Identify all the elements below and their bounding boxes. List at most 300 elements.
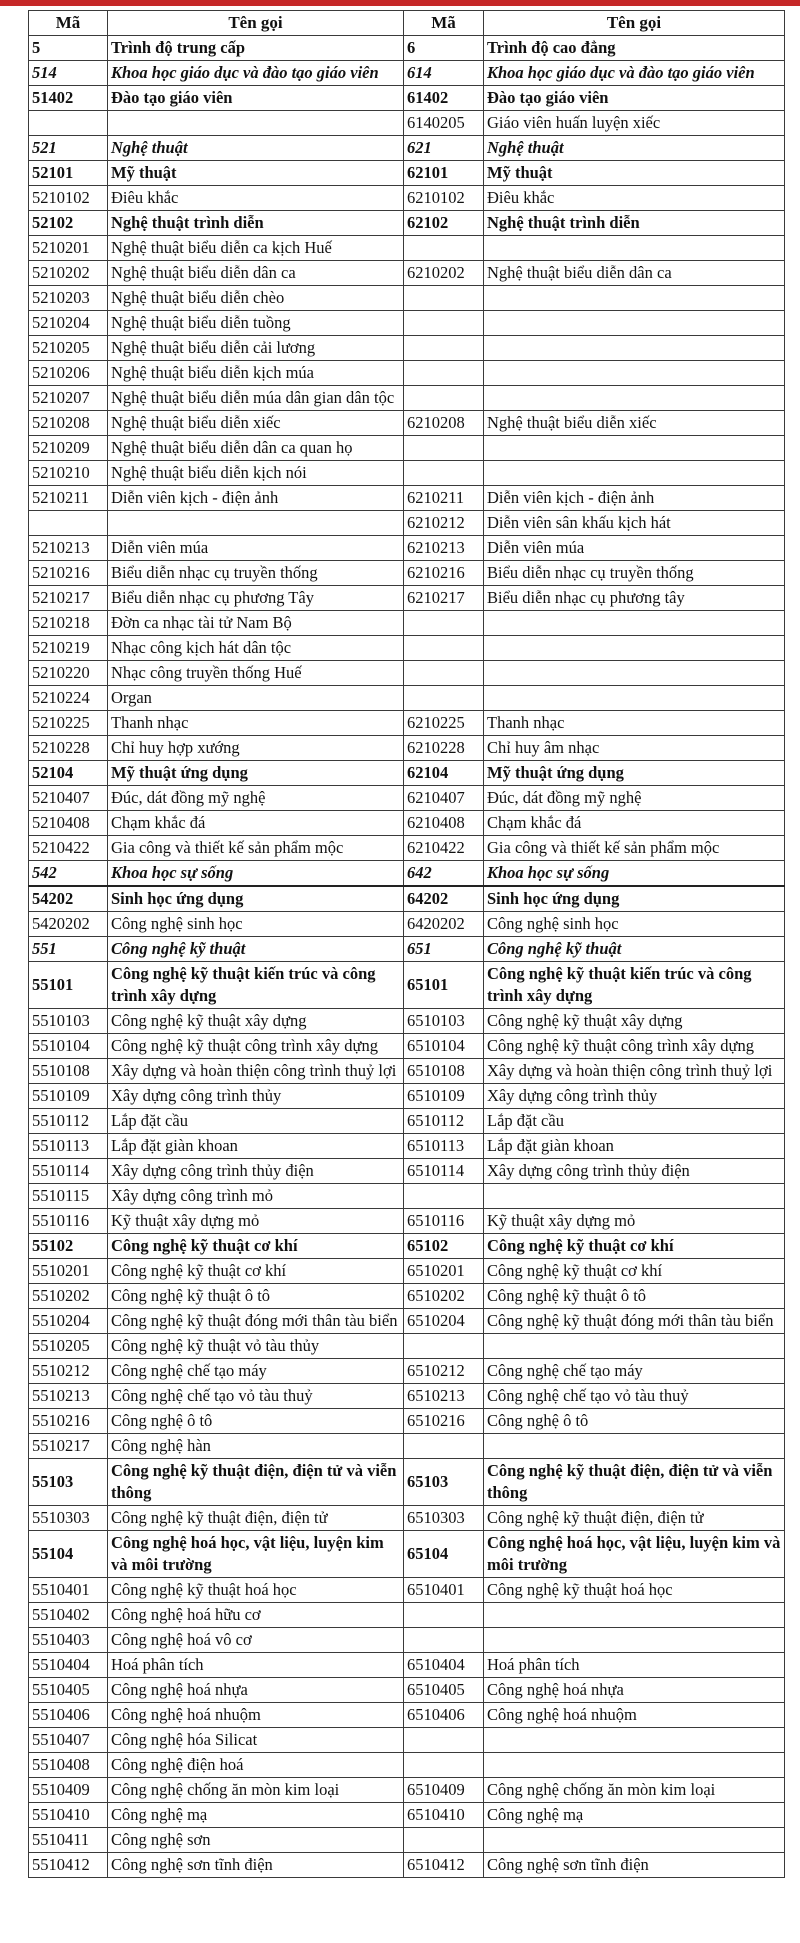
intermediate-name-cell: Sinh học ứng dụng (108, 886, 404, 912)
intermediate-name-cell: Nghệ thuật biểu diễn ca kịch Huế (108, 236, 404, 261)
college-code-cell: 61402 (404, 86, 484, 111)
intermediate-name-cell: Chỉ huy hợp xướng (108, 736, 404, 761)
table-row (29, 786, 785, 811)
college-code-cell: 6510112 (404, 1109, 484, 1134)
intermediate-name-cell: Lắp đặt giàn khoan (108, 1134, 404, 1159)
college-code-cell: 6210225 (404, 711, 484, 736)
intermediate-name-cell: Công nghệ kỹ thuật cơ khí (108, 1259, 404, 1284)
intermediate-code-cell: 52101 (29, 161, 108, 186)
college-code-cell: 6140205 (404, 111, 484, 136)
intermediate-name-cell: Công nghệ kỹ thuật xây dựng (108, 1009, 404, 1034)
table-row (29, 1259, 785, 1284)
intermediate-name-cell: Khoa học giáo dục và đào tạo giáo viên (108, 61, 404, 86)
college-code-cell (404, 461, 484, 486)
college-code-cell (404, 1434, 484, 1459)
college-name-cell: Công nghệ sinh học (484, 912, 785, 937)
table-row (29, 1134, 785, 1159)
intermediate-name-cell: Đờn ca nhạc tài tử Nam Bộ (108, 611, 404, 636)
table-row (29, 511, 785, 536)
table-row (29, 261, 785, 286)
college-name-cell: Lắp đặt giàn khoan (484, 1134, 785, 1159)
intermediate-name-cell: Công nghệ hoá học, vật liệu, luyện kim và môi trường (108, 1531, 404, 1578)
college-name-cell: Nghệ thuật trình diễn (484, 211, 785, 236)
college-code-cell: 6210211 (404, 486, 484, 511)
table-row (29, 1059, 785, 1084)
intermediate-name-cell: Nhạc công kịch hát dân tộc (108, 636, 404, 661)
intermediate-code-cell: 5210205 (29, 336, 108, 361)
intermediate-code-cell: 5510406 (29, 1703, 108, 1728)
table-row (29, 811, 785, 836)
intermediate-name-cell: Nghệ thuật biểu diễn xiếc (108, 411, 404, 436)
college-code-cell (404, 286, 484, 311)
college-name-cell: Công nghệ kỹ thuật kiến trúc và công trình xây dựng (484, 962, 785, 1009)
intermediate-name-cell: Công nghệ ô tô (108, 1409, 404, 1434)
college-name-cell (484, 286, 785, 311)
college-name-cell: Giáo viên huấn luyện xiếc (484, 111, 785, 136)
intermediate-code-cell: 551 (29, 937, 108, 962)
table-row (29, 1009, 785, 1034)
table-row (29, 1434, 785, 1459)
intermediate-name-cell: Công nghệ hoá nhuộm (108, 1703, 404, 1728)
college-code-cell (404, 361, 484, 386)
college-name-cell: Nghệ thuật (484, 136, 785, 161)
college-name-cell: Mỹ thuật (484, 161, 785, 186)
table-row (29, 1531, 785, 1578)
college-code-cell: 6510405 (404, 1678, 484, 1703)
college-name-cell (484, 1434, 785, 1459)
college-name-cell: Thanh nhạc (484, 711, 785, 736)
intermediate-name-cell: Công nghệ kỹ thuật đóng mới thân tàu biển (108, 1309, 404, 1334)
intermediate-code-cell: 5210203 (29, 286, 108, 311)
intermediate-code-cell: 55101 (29, 962, 108, 1009)
college-name-cell (484, 461, 785, 486)
table-row (29, 886, 785, 912)
college-code-cell: 64202 (404, 886, 484, 912)
intermediate-name-cell: Trình độ trung cấp (108, 36, 404, 61)
intermediate-code-cell: 5510116 (29, 1209, 108, 1234)
table-row (29, 1109, 785, 1134)
college-code-cell: 6510404 (404, 1653, 484, 1678)
table-row (29, 711, 785, 736)
intermediate-code-cell: 5210218 (29, 611, 108, 636)
intermediate-code-cell: 5510112 (29, 1109, 108, 1134)
college-code-cell: 6420202 (404, 912, 484, 937)
table-row (29, 336, 785, 361)
college-name-cell: Trình độ cao đẳng (484, 36, 785, 61)
college-code-cell: 6210228 (404, 736, 484, 761)
intermediate-name-cell: Diễn viên kịch - điện ảnh (108, 486, 404, 511)
college-code-cell: 6510201 (404, 1259, 484, 1284)
intermediate-name-cell: Nghệ thuật biểu diễn dân ca quan họ (108, 436, 404, 461)
intermediate-name-cell: Xây dựng công trình thủy điện (108, 1159, 404, 1184)
table-row (29, 161, 785, 186)
intermediate-code-cell: 5210204 (29, 311, 108, 336)
college-code-cell (404, 1753, 484, 1778)
intermediate-code-cell: 5510405 (29, 1678, 108, 1703)
college-name-cell: Công nghệ kỹ thuật (484, 937, 785, 962)
intermediate-name-cell: Đào tạo giáo viên (108, 86, 404, 111)
college-name-cell: Diễn viên sân khấu kịch hát (484, 511, 785, 536)
intermediate-name-cell: Mỹ thuật (108, 161, 404, 186)
intermediate-code-cell: 5210211 (29, 486, 108, 511)
college-code-cell: 6510114 (404, 1159, 484, 1184)
top-accent-bar (0, 0, 800, 6)
college-name-cell: Công nghệ chế tạo vỏ tàu thuỷ (484, 1384, 785, 1409)
college-code-cell: 6510409 (404, 1778, 484, 1803)
intermediate-name-cell: Nghệ thuật biểu diễn múa dân gian dân tộc (108, 386, 404, 411)
intermediate-name-cell: Gia công và thiết kế sản phẩm mộc (108, 836, 404, 861)
table-row (29, 1778, 785, 1803)
table-row (29, 586, 785, 611)
college-name-cell: Công nghệ kỹ thuật công trình xây dựng (484, 1034, 785, 1059)
college-code-cell (404, 336, 484, 361)
intermediate-code-cell: 52104 (29, 761, 108, 786)
college-code-cell: 65103 (404, 1459, 484, 1506)
intermediate-code-cell: 5210210 (29, 461, 108, 486)
intermediate-code-cell: 5210202 (29, 261, 108, 286)
table-row (29, 1284, 785, 1309)
table-row (29, 1459, 785, 1506)
table-row (29, 836, 785, 861)
college-name-cell: Xây dựng công trình thủy (484, 1084, 785, 1109)
college-code-cell: 6510213 (404, 1384, 484, 1409)
college-code-cell: 6210422 (404, 836, 484, 861)
intermediate-name-cell: Organ (108, 686, 404, 711)
intermediate-code-cell: 5210102 (29, 186, 108, 211)
table-row (29, 861, 785, 887)
college-name-cell: Công nghệ chế tạo máy (484, 1359, 785, 1384)
table-row (29, 1803, 785, 1828)
college-code-cell: 6510103 (404, 1009, 484, 1034)
college-name-cell (484, 1753, 785, 1778)
table-row (29, 186, 785, 211)
intermediate-name-cell: Công nghệ kỹ thuật hoá học (108, 1578, 404, 1603)
intermediate-name-cell: Công nghệ chế tạo vỏ tàu thuỷ (108, 1384, 404, 1409)
college-code-cell (404, 686, 484, 711)
table-row (29, 436, 785, 461)
intermediate-code-cell: 55102 (29, 1234, 108, 1259)
college-code-cell: 6510406 (404, 1703, 484, 1728)
college-name-cell: Sinh học ứng dụng (484, 886, 785, 912)
intermediate-code-cell: 5510412 (29, 1853, 108, 1878)
college-name-cell (484, 311, 785, 336)
college-name-cell: Công nghệ kỹ thuật điện, điện tử (484, 1506, 785, 1531)
intermediate-name-cell: Nghệ thuật (108, 136, 404, 161)
college-name-cell: Xây dựng công trình thủy điện (484, 1159, 785, 1184)
table-row (29, 1506, 785, 1531)
table-row (29, 1578, 785, 1603)
header-name-college: Tên gọi (484, 11, 785, 36)
intermediate-code-cell: 5210225 (29, 711, 108, 736)
intermediate-code-cell: 5510109 (29, 1084, 108, 1109)
intermediate-code-cell: 5210224 (29, 686, 108, 711)
college-name-cell (484, 1728, 785, 1753)
college-code-cell: 6510109 (404, 1084, 484, 1109)
intermediate-code-cell: 5510409 (29, 1778, 108, 1803)
table-body (29, 36, 785, 1878)
intermediate-code-cell: 55103 (29, 1459, 108, 1506)
intermediate-name-cell: Thanh nhạc (108, 711, 404, 736)
table-row (29, 736, 785, 761)
college-code-cell: 6510410 (404, 1803, 484, 1828)
table-row (29, 1828, 785, 1853)
intermediate-name-cell: Nghệ thuật biểu diễn chèo (108, 286, 404, 311)
college-code-cell: 62101 (404, 161, 484, 186)
table-row (29, 912, 785, 937)
intermediate-code-cell: 5510407 (29, 1728, 108, 1753)
table-row (29, 1234, 785, 1259)
college-code-cell: 6510303 (404, 1506, 484, 1531)
table-row (29, 136, 785, 161)
intermediate-name-cell: Diễn viên múa (108, 536, 404, 561)
intermediate-code-cell: 5510403 (29, 1628, 108, 1653)
intermediate-code-cell: 5510217 (29, 1434, 108, 1459)
college-code-cell: 65102 (404, 1234, 484, 1259)
intermediate-name-cell: Công nghệ hoá nhựa (108, 1678, 404, 1703)
intermediate-code-cell: 5510205 (29, 1334, 108, 1359)
table-row (29, 1184, 785, 1209)
intermediate-code-cell: 5210208 (29, 411, 108, 436)
table-row (29, 411, 785, 436)
college-code-cell (404, 1184, 484, 1209)
table-row (29, 36, 785, 61)
college-code-cell: 6510113 (404, 1134, 484, 1159)
table-row (29, 536, 785, 561)
intermediate-name-cell: Biểu diễn nhạc cụ phương Tây (108, 586, 404, 611)
college-code-cell (404, 611, 484, 636)
table-row (29, 561, 785, 586)
table-row (29, 636, 785, 661)
college-name-cell: Nghệ thuật biểu diễn dân ca (484, 261, 785, 286)
intermediate-code-cell: 5210206 (29, 361, 108, 386)
intermediate-code-cell: 5510115 (29, 1184, 108, 1209)
intermediate-name-cell: Công nghệ kỹ thuật vỏ tàu thủy (108, 1334, 404, 1359)
college-name-cell: Công nghệ kỹ thuật hoá học (484, 1578, 785, 1603)
college-name-cell: Công nghệ mạ (484, 1803, 785, 1828)
table-row (29, 937, 785, 962)
college-code-cell: 6210217 (404, 586, 484, 611)
intermediate-name-cell: Công nghệ sinh học (108, 912, 404, 937)
college-name-cell (484, 1628, 785, 1653)
intermediate-name-cell: Nghệ thuật biểu diễn kịch múa (108, 361, 404, 386)
intermediate-name-cell: Công nghệ kỹ thuật ô tô (108, 1284, 404, 1309)
college-code-cell: 6 (404, 36, 484, 61)
intermediate-name-cell: Công nghệ kỹ thuật cơ khí (108, 1234, 404, 1259)
intermediate-code-cell: 5420202 (29, 912, 108, 937)
table-row (29, 1309, 785, 1334)
intermediate-code-cell: 5210219 (29, 636, 108, 661)
table-row (29, 1603, 785, 1628)
table-row (29, 1359, 785, 1384)
intermediate-name-cell: Nhạc công truyền thống Huế (108, 661, 404, 686)
intermediate-code-cell: 5510411 (29, 1828, 108, 1853)
intermediate-code-cell (29, 111, 108, 136)
college-name-cell: Đúc, dát đồng mỹ nghệ (484, 786, 785, 811)
college-code-cell: 6210202 (404, 261, 484, 286)
intermediate-name-cell: Công nghệ điện hoá (108, 1753, 404, 1778)
intermediate-code-cell (29, 511, 108, 536)
table-header-row (29, 11, 785, 36)
intermediate-code-cell: 5510212 (29, 1359, 108, 1384)
intermediate-name-cell: Công nghệ chống ăn mòn kim loại (108, 1778, 404, 1803)
table-row (29, 1334, 785, 1359)
college-name-cell: Công nghệ ô tô (484, 1409, 785, 1434)
college-name-cell: Đào tạo giáo viên (484, 86, 785, 111)
college-name-cell: Công nghệ hoá học, vật liệu, luyện kim và môi trường (484, 1531, 785, 1578)
intermediate-name-cell: Nghệ thuật trình diễn (108, 211, 404, 236)
college-code-cell: 6510116 (404, 1209, 484, 1234)
college-name-cell: Công nghệ sơn tĩnh điện (484, 1853, 785, 1878)
intermediate-code-cell: 5510410 (29, 1803, 108, 1828)
college-code-cell: 62102 (404, 211, 484, 236)
college-code-cell: 6510104 (404, 1034, 484, 1059)
college-name-cell: Công nghệ kỹ thuật điện, điện tử và viễn thông (484, 1459, 785, 1506)
table-row (29, 1628, 785, 1653)
college-name-cell: Công nghệ kỹ thuật cơ khí (484, 1234, 785, 1259)
intermediate-code-cell: 54202 (29, 886, 108, 912)
intermediate-code-cell: 5510103 (29, 1009, 108, 1034)
intermediate-code-cell: 5510204 (29, 1309, 108, 1334)
college-code-cell: 6210408 (404, 811, 484, 836)
college-code-cell (404, 1828, 484, 1853)
college-name-cell: Công nghệ kỹ thuật cơ khí (484, 1259, 785, 1284)
college-name-cell: Biểu diễn nhạc cụ phương tây (484, 586, 785, 611)
table-row (29, 461, 785, 486)
intermediate-name-cell: Nghệ thuật biểu diễn tuồng (108, 311, 404, 336)
intermediate-code-cell: 5510202 (29, 1284, 108, 1309)
intermediate-name-cell: Công nghệ kỹ thuật điện, điện tử (108, 1506, 404, 1531)
college-name-cell: Công nghệ hoá nhuộm (484, 1703, 785, 1728)
intermediate-name-cell: Kỹ thuật xây dựng mỏ (108, 1209, 404, 1234)
college-name-cell (484, 361, 785, 386)
intermediate-name-cell: Công nghệ sơn tĩnh điện (108, 1853, 404, 1878)
college-name-cell: Công nghệ kỹ thuật đóng mới thân tàu biển (484, 1309, 785, 1334)
college-name-cell: Nghệ thuật biểu diễn xiếc (484, 411, 785, 436)
college-code-cell: 6210213 (404, 536, 484, 561)
intermediate-name-cell: Công nghệ kỹ thuật công trình xây dựng (108, 1034, 404, 1059)
college-code-cell: 621 (404, 136, 484, 161)
college-code-cell: 6210212 (404, 511, 484, 536)
college-name-cell (484, 611, 785, 636)
intermediate-name-cell: Công nghệ kỹ thuật kiến trúc và công trình xây dựng (108, 962, 404, 1009)
intermediate-code-cell: 5210209 (29, 436, 108, 461)
college-name-cell: Lắp đặt cầu (484, 1109, 785, 1134)
intermediate-code-cell: 5210228 (29, 736, 108, 761)
intermediate-name-cell (108, 511, 404, 536)
table-row (29, 386, 785, 411)
college-code-cell: 614 (404, 61, 484, 86)
college-name-cell: Khoa học giáo dục và đào tạo giáo viên (484, 61, 785, 86)
intermediate-name-cell: Công nghệ sơn (108, 1828, 404, 1853)
intermediate-name-cell: Xây dựng công trình thủy (108, 1084, 404, 1109)
intermediate-code-cell: 52102 (29, 211, 108, 236)
intermediate-name-cell: Công nghệ chế tạo máy (108, 1359, 404, 1384)
college-code-cell: 6510108 (404, 1059, 484, 1084)
intermediate-name-cell (108, 111, 404, 136)
college-name-cell (484, 1184, 785, 1209)
college-name-cell: Công nghệ chống ăn mòn kim loại (484, 1778, 785, 1803)
intermediate-code-cell: 5 (29, 36, 108, 61)
intermediate-code-cell: 5510402 (29, 1603, 108, 1628)
table-row (29, 962, 785, 1009)
intermediate-name-cell: Chạm khắc đá (108, 811, 404, 836)
intermediate-code-cell: 5210216 (29, 561, 108, 586)
intermediate-name-cell: Hoá phân tích (108, 1653, 404, 1678)
table-row (29, 1384, 785, 1409)
table-row (29, 1159, 785, 1184)
intermediate-name-cell: Công nghệ mạ (108, 1803, 404, 1828)
table-row (29, 1703, 785, 1728)
college-name-cell: Mỹ thuật ứng dụng (484, 761, 785, 786)
header-name-intermediate: Tên gọi (108, 11, 404, 36)
table-row (29, 1753, 785, 1778)
college-code-cell (404, 661, 484, 686)
table-row (29, 1409, 785, 1434)
table-row (29, 211, 785, 236)
college-name-cell: Công nghệ hoá nhựa (484, 1678, 785, 1703)
table-row (29, 61, 785, 86)
table-row (29, 286, 785, 311)
intermediate-code-cell: 5210407 (29, 786, 108, 811)
college-code-cell (404, 1334, 484, 1359)
intermediate-code-cell: 5510201 (29, 1259, 108, 1284)
college-name-cell: Xây dựng và hoàn thiện công trình thuỷ lợi (484, 1059, 785, 1084)
college-name-cell: Diễn viên kịch - điện ảnh (484, 486, 785, 511)
intermediate-name-cell: Điêu khắc (108, 186, 404, 211)
table-row (29, 1678, 785, 1703)
intermediate-name-cell: Công nghệ hóa Silicat (108, 1728, 404, 1753)
college-code-cell (404, 1728, 484, 1753)
college-name-cell (484, 1603, 785, 1628)
college-code-cell: 6510202 (404, 1284, 484, 1309)
table-row (29, 86, 785, 111)
intermediate-code-cell: 5510104 (29, 1034, 108, 1059)
college-name-cell: Công nghệ kỹ thuật xây dựng (484, 1009, 785, 1034)
document-page (28, 10, 784, 1878)
intermediate-code-cell: 5510114 (29, 1159, 108, 1184)
college-code-cell: 642 (404, 861, 484, 887)
intermediate-code-cell: 521 (29, 136, 108, 161)
intermediate-name-cell: Nghệ thuật biểu diễn dân ca (108, 261, 404, 286)
intermediate-code-cell: 5510408 (29, 1753, 108, 1778)
college-code-cell: 6510216 (404, 1409, 484, 1434)
college-code-cell (404, 1628, 484, 1653)
intermediate-code-cell: 5210213 (29, 536, 108, 561)
intermediate-name-cell: Nghệ thuật biểu diễn cải lương (108, 336, 404, 361)
college-name-cell: Chạm khắc đá (484, 811, 785, 836)
table-row (29, 361, 785, 386)
header-code-college: Mã (404, 11, 484, 36)
college-name-cell (484, 1334, 785, 1359)
college-name-cell: Chỉ huy âm nhạc (484, 736, 785, 761)
intermediate-code-cell: 5510216 (29, 1409, 108, 1434)
intermediate-name-cell: Xây dựng công trình mỏ (108, 1184, 404, 1209)
intermediate-code-cell: 51402 (29, 86, 108, 111)
college-code-cell (404, 311, 484, 336)
intermediate-name-cell: Công nghệ kỹ thuật điện, điện tử và viễn thông (108, 1459, 404, 1506)
intermediate-code-cell: 5510303 (29, 1506, 108, 1531)
intermediate-code-cell: 5510113 (29, 1134, 108, 1159)
college-code-cell (404, 636, 484, 661)
college-name-cell (484, 661, 785, 686)
table-row (29, 661, 785, 686)
table-row (29, 686, 785, 711)
intermediate-code-cell: 5510401 (29, 1578, 108, 1603)
intermediate-code-cell: 5210408 (29, 811, 108, 836)
intermediate-code-cell: 5210422 (29, 836, 108, 861)
college-name-cell: Điêu khắc (484, 186, 785, 211)
college-name-cell (484, 336, 785, 361)
